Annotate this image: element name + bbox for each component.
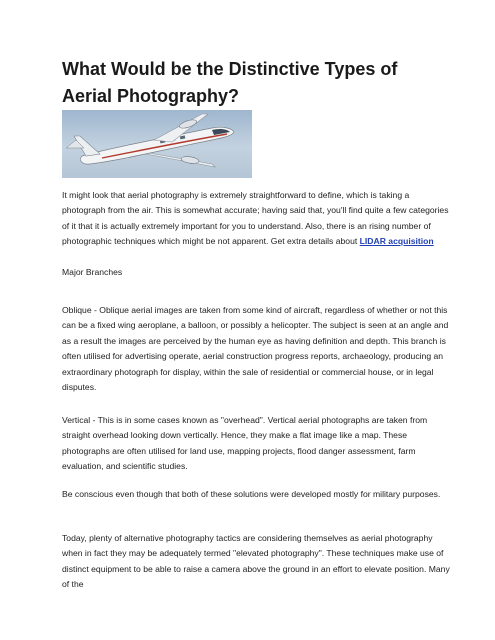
vertical-paragraph: Vertical - This is in some cases known as "overhead". Vertical aerial photographs are taken from straight overhead looking down vertically. Hence, they make a flat image like a map. These photographs are often utilised for land use, mapping projects, flood danger assessment, farm evaluation, and scientific studies. xyxy=(62,415,428,472)
intro-paragraph xyxy=(62,188,454,250)
military-paragraph: Be conscious even though that both of these solutions were developed mostly for military purposes. xyxy=(62,489,441,499)
page-title: What Would be the Distinctive Types of Aerial Photography? xyxy=(62,59,398,106)
section-heading-major-branches: Major Branches xyxy=(62,267,123,277)
aircraft-image xyxy=(62,110,252,178)
today-paragraph: Today, plenty of alternative photography tactics are considering themselves as aerial photography when in fact they may be adequately termed "elevated photography". These techniques make use of distinct equipment to be able to raise a camera above the ground in an effort to elevate position. Many of the xyxy=(62,533,450,590)
lidar-acquisition-link[interactable]: LIDAR acquisition xyxy=(359,236,434,247)
intro-text: It might look that aerial photography is extremely straightforward to define, which is taking a photograph from the air. This is somewhat accurate; having said that, you'll find quite a few categories of it that it is actually extremely important for you to understand. Also, there is an rising number of photographic techniques which might be not apparent. Get extra details about xyxy=(62,190,449,247)
oblique-paragraph: Oblique - Oblique aerial images are taken from some kind of aircraft, regardless of whether or not this can be a fixed wing aeroplane, a balloon, or possibly a helicopter. The subject is seen at an angle and as a result the images are perceived by the human eye as having definition and depth. This branch is often utilised for advertising operate, aerial construction progress reports, archaeology, producing an extraordinary photograph for display, within the sale of residential or commercial house, or in legal disputes. xyxy=(62,305,449,393)
